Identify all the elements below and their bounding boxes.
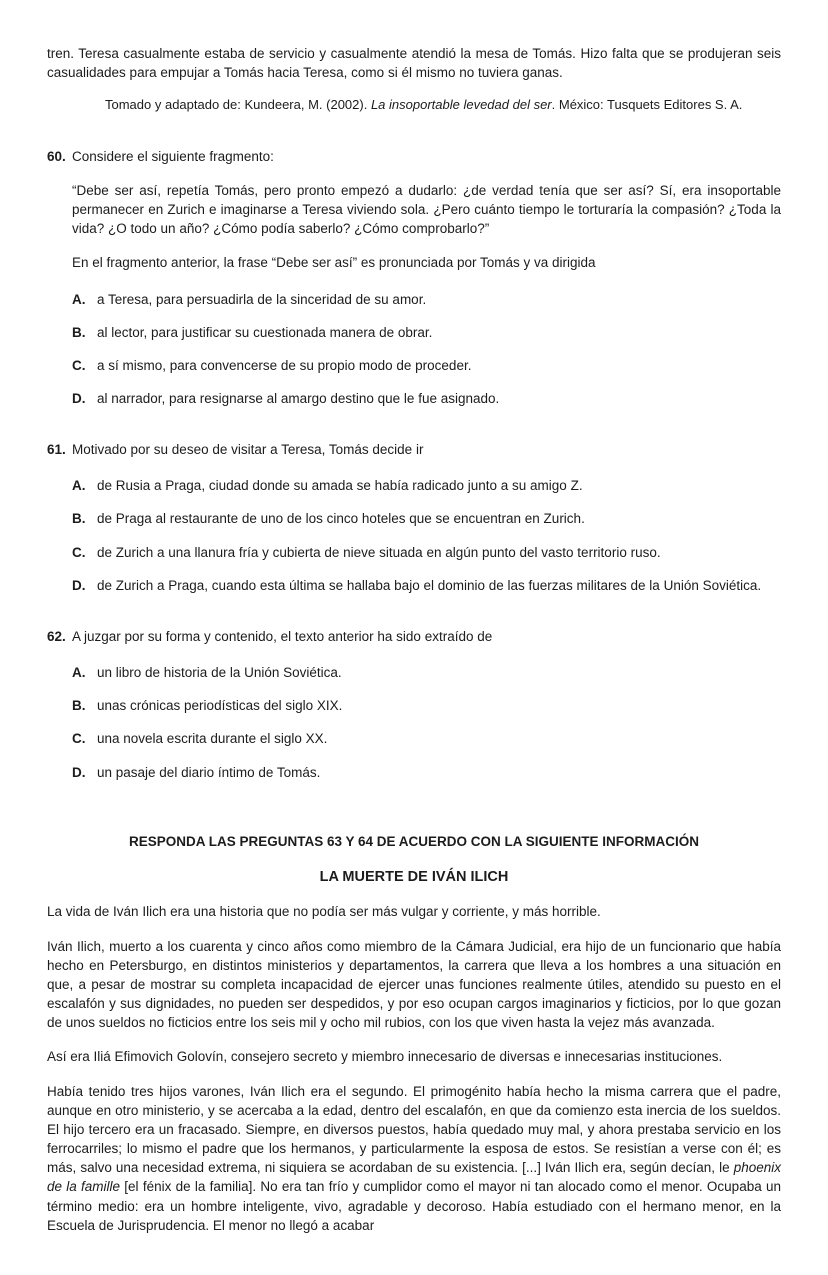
italic-phrase: phoenix de la famille	[47, 1160, 781, 1195]
passage-title: LA MUERTE DE IVÁN ILICH	[319, 868, 509, 885]
option-row	[72, 290, 781, 309]
question-fragment: “Debe ser así, repetía Tomás, pero pronto empezó a dudarlo: ¿de verdad tenía que ser así? Sí, era insoportable permanecer en Zurich e imaginarse a Teresa viviendo sola. ¿Pero cuánto tiempo le torturaría la compasión? ¿Toda la vida? ¿O todo un año? ¿Cómo podía saberlo? ¿Cómo comprobarlo?”	[72, 182, 781, 237]
option-row	[72, 696, 781, 715]
options-list	[72, 290, 781, 409]
option-letter: C.	[72, 357, 86, 373]
option-text: al lector, para justificar su cuestionada manera de obrar.	[97, 324, 433, 340]
question-number: 60.	[47, 148, 66, 164]
option-text: de Zurich a Praga, cuando esta última se hallaba bajo el dominio de las fuerzas militares de la Unión Soviética.	[97, 577, 762, 593]
option-text: de Rusia a Praga, ciudad donde su amada se había radicado junto a su amigo Z.	[97, 478, 583, 494]
passage-paragraph: La vida de Iván Ilich era una historia que no podía ser más vulgar y corriente, y más horrible.	[47, 904, 601, 920]
question-61	[47, 440, 781, 595]
option-row	[72, 389, 781, 408]
question-header	[47, 627, 781, 646]
option-row	[72, 576, 781, 595]
question-stem: Motivado por su deseo de visitar a Teresa, Tomás decide ir	[72, 442, 424, 458]
option-row	[72, 476, 781, 495]
option-letter: C.	[72, 544, 86, 560]
citation-book-title: La insoportable levedad del ser	[370, 97, 552, 113]
option-row	[72, 663, 781, 682]
option-row	[72, 356, 781, 375]
option-text: de Praga al restaurante de uno de los cinco hoteles que se encuentran en Zurich.	[97, 511, 585, 527]
question-62	[47, 627, 781, 782]
option-letter: D.	[72, 764, 86, 780]
option-text: un libro de historia de la Unión Soviética.	[97, 665, 342, 681]
option-row	[72, 763, 781, 782]
option-text: al narrador, para resignarse al amargo destino que le fue asignado.	[97, 391, 500, 407]
option-letter: D.	[72, 391, 86, 407]
citation-source-text: Tomado y adaptado de: Kundeera, M. (2002).	[105, 97, 371, 113]
citation-suffix: . México: Tusquets Editores S. A.	[551, 97, 743, 113]
option-letter: C.	[72, 731, 86, 747]
passage-final-paragraph	[47, 1082, 781, 1235]
option-letter: D.	[72, 577, 86, 593]
passage-paragraph: Iván Ilich, muerto a los cuarenta y cinco años como miembro de la Cámara Judicial, era hijo de un funcionario que había hecho en Petersburgo, en distintos ministerios y departamentos, la carrera que lleva a los hombres a una situación en que, a pesar de mostrar su completa incapacidad de ejercer unas funciones realmente útiles, atendido su puesto en el escalafón y sus dignidades, no pueden ser despedidos, y por eso ocupan cargos imaginarios y ficticios, por lo que gozan de unos sueldos no ficticios entre los seis mil y ocho mil rubios, con los que viven hasta la vejez más avanzada.	[47, 938, 781, 1031]
question-60	[47, 147, 781, 408]
question-lead: Considere el siguiente fragmento:	[72, 148, 274, 164]
question-stem: En el fragmento anterior, la frase “Debe ser así” es pronunciada por Tomás y va dirigida	[72, 255, 596, 271]
question-number: 61.	[47, 442, 66, 458]
option-row	[72, 323, 781, 342]
option-text: un pasaje del diario íntimo de Tomás.	[97, 764, 321, 780]
options-list	[72, 663, 781, 782]
option-letter: B.	[72, 511, 86, 527]
option-text: a sí mismo, para convencerse de su propio modo de proceder.	[97, 357, 472, 373]
intro-paragraph: tren. Teresa casualmente estaba de servicio y casualmente atendió la mesa de Tomás. Hizo falta que se produjeran seis casualidades para empujar a Tomás hacia Teresa, como si él mismo no tuviera ganas.	[47, 46, 781, 81]
question-header	[47, 147, 781, 166]
option-letter: A.	[72, 291, 86, 307]
question-stem: A juzgar por su forma y contenido, el texto anterior ha sido extraído de	[72, 628, 493, 644]
passage	[47, 902, 781, 1234]
passage-paragraph: Así era Iliá Efimovich Golovín, consejero secreto y miembro innecesario de diversas e innecesarias instituciones.	[47, 1049, 723, 1065]
option-row	[72, 729, 781, 748]
passage-final-pre: Había tenido tres hijos varones, Iván Ilich era el segundo. El primogénito había hecho la misma carrera que el padre, aunque en otro ministerio, y se acercaba a la edad, dentro del escalafón, en que da comienzo esta inercia de los sueldos. El hijo tercero era un fracasado. Siempre, en diversos puestos, había quedado muy mal, y ahora prestaba servicio en los ferrocarriles; lo mismo el padre que los hermanos, y particularmente la esposa de estos. Se resistían a verse con él; es más, salvo una necesidad extrema, ni siquiera se acordaban de su existencia. [...] Iván Ilich era, según decían, le	[47, 1083, 781, 1176]
option-text: unas crónicas periodísticas del siglo XIX.	[97, 698, 343, 714]
question-header	[47, 440, 781, 459]
option-letter: A.	[72, 478, 86, 494]
section-instruction: RESPONDA LAS PREGUNTAS 63 Y 64 DE ACUERDO CON LA SIGUIENTE INFORMACIÓN	[128, 833, 700, 849]
options-list	[72, 476, 781, 595]
citation-line	[105, 96, 781, 114]
option-text: a Teresa, para persuadirla de la sinceridad de su amor.	[97, 291, 427, 307]
option-letter: B.	[72, 698, 86, 714]
question-number: 62.	[47, 628, 66, 644]
option-text: una novela escrita durante el siglo XX.	[97, 731, 328, 747]
option-text: de Zurich a una llanura fría y cubierta de nieve situada en algún punto del vasto territorio ruso.	[97, 544, 661, 560]
option-letter: B.	[72, 324, 86, 340]
option-row	[72, 543, 781, 562]
option-letter: A.	[72, 665, 86, 681]
passage-final-post: [el fénix de la familia]. No era tan frío y cumplidor como el mayor ni tan alocado como el menor. Ocupaba un término medio: era un hombre inteligente, vivo, agradable y decoroso. Había estudiado con el hermano menor, en la Escuela de Jurisprudencia. El menor no llegó a acabar	[47, 1179, 781, 1233]
option-row	[72, 509, 781, 528]
